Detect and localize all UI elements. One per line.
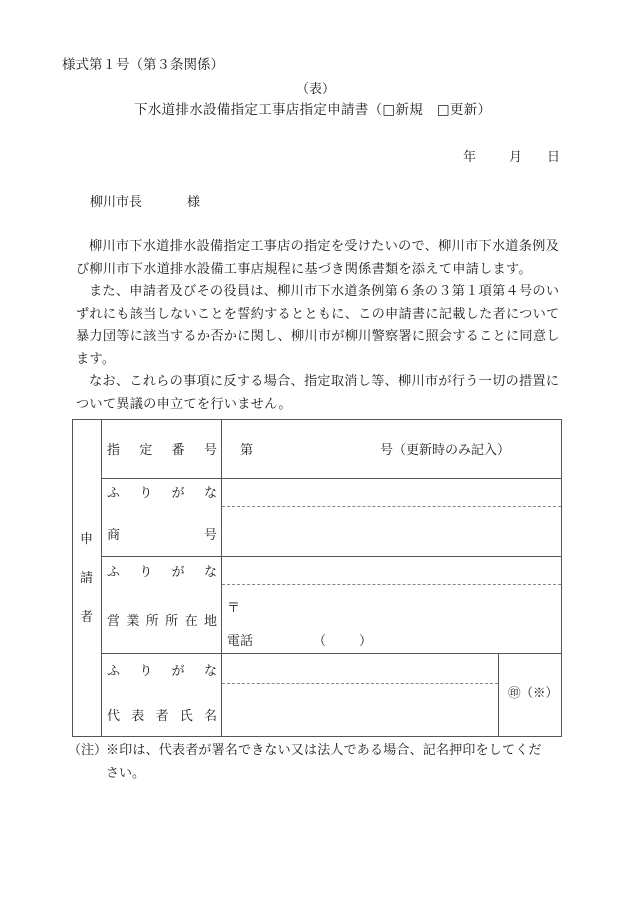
- trade-name-furigana-field[interactable]: [223, 480, 560, 505]
- table-border-right: [561, 419, 562, 737]
- office-address-furigana-field[interactable]: [223, 558, 560, 583]
- furigana-separator: [222, 683, 498, 684]
- applicant-column-divider: [101, 419, 102, 737]
- office-address-furigana-label: ふ り が な: [107, 565, 217, 580]
- row-divider: [101, 653, 562, 654]
- note-prefix: （注）: [68, 743, 108, 758]
- addressee-name: 柳川市長: [90, 195, 143, 210]
- office-address-field[interactable]: [243, 592, 558, 622]
- label-column-divider: [221, 419, 222, 737]
- date-day-label: 日: [547, 150, 561, 165]
- table-border-left: [72, 419, 73, 737]
- note-line1: ※印は、代表者が署名できない又は法人である場合、記名押印をしてくだ: [106, 743, 542, 758]
- form-number: 様式第１号（第３条関係）: [62, 57, 224, 73]
- designation-number-suffix: 号（更新時のみ記入）: [380, 443, 511, 458]
- trade-name-furigana-label: ふ り が な: [107, 486, 217, 501]
- date-year-label: 年: [463, 150, 477, 165]
- representative-name-label: 代 表 者 氏 名: [107, 709, 217, 724]
- note-line2: さい。: [106, 766, 146, 781]
- document-title: 下水道排水設備指定工事店指定申請書（□新規 □更新）: [134, 102, 492, 118]
- table-border-top: [72, 419, 562, 420]
- paragraph-pledge: また、申請者及びその役員は、柳川市下水道条例第６条の３第１項第４号のいずれにも該当しないことを誓約するとともに、この申請書に記載した者について暴力団等に該当するか否かに関し、柳川市が柳川警察署に照会することに同意します。: [76, 284, 560, 367]
- furigana-separator: [222, 506, 561, 507]
- designation-number-label: 指 定 番 号: [107, 443, 217, 458]
- seal-column-divider: [498, 653, 499, 737]
- applicant-label-char: 申: [80, 532, 94, 547]
- phone-open-paren: （: [313, 634, 327, 649]
- paragraph-objection-waiver: なお、これらの事項に反する場合、指定取消し等、柳川市が行う一切の措置について異議の申立てを行いません。: [76, 374, 560, 412]
- declaration-text: [76, 236, 564, 416]
- furigana-separator: [222, 584, 561, 585]
- side-label: （表）: [296, 82, 336, 97]
- table-border-bottom: [72, 736, 562, 737]
- representative-furigana-field[interactable]: [223, 655, 497, 682]
- addressee-honorific: 様: [187, 195, 201, 210]
- representative-name-field[interactable]: [223, 685, 497, 735]
- representative-furigana-label: ふ り が な: [107, 664, 217, 679]
- seal-mark: ㊞（※）: [508, 685, 559, 700]
- row-divider: [101, 478, 562, 479]
- designation-number-field[interactable]: [228, 436, 368, 464]
- trade-name-field[interactable]: [223, 508, 560, 555]
- phone-field[interactable]: [258, 630, 558, 652]
- applicant-label-char: 者: [80, 610, 94, 625]
- office-address-label: 営 業 所 所 在 地: [107, 614, 217, 629]
- phone-close-paren: ）: [359, 634, 373, 649]
- phone-label: 電話: [227, 634, 254, 649]
- applicant-label-char: 請: [80, 571, 94, 586]
- row-divider: [101, 556, 562, 557]
- trade-name-label: 商 号: [107, 528, 217, 543]
- postal-mark: 〒: [227, 601, 241, 616]
- date-month-label: 月: [509, 150, 523, 165]
- designation-number-prefix: 第: [240, 443, 254, 458]
- paragraph-application: 柳川市下水道排水設備指定工事店の指定を受けたいので、柳川市下水道条例及び柳川市下水道排水設備工事店規程に基づき関係書類を添えて申請します。: [76, 239, 560, 277]
